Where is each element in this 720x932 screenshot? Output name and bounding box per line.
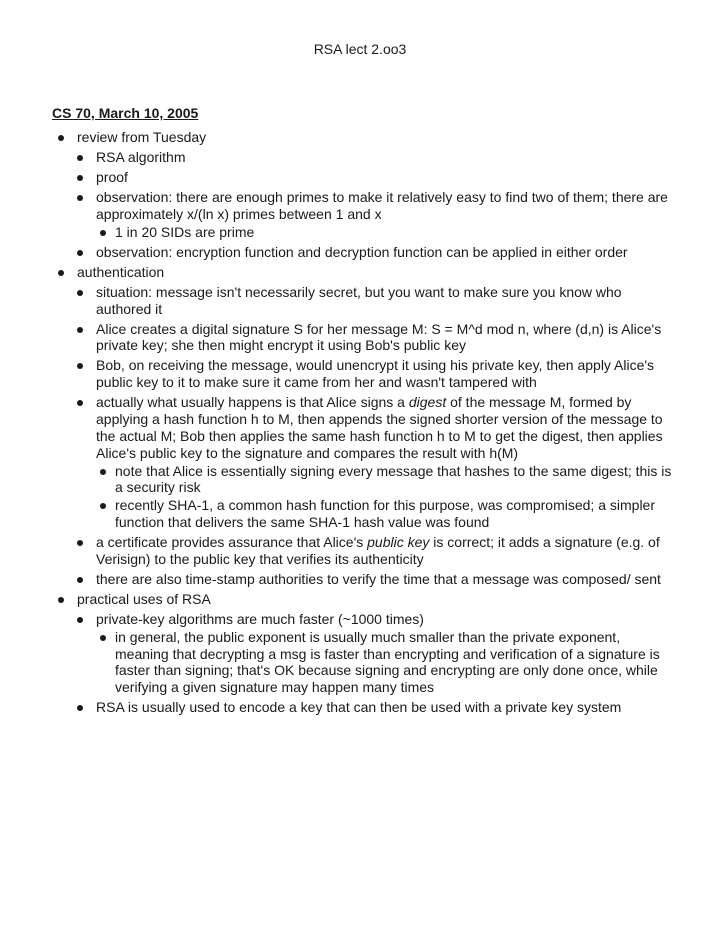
sub-list [0, 149, 720, 261]
sub-item [0, 571, 672, 588]
emphasis-text: digest [408, 394, 447, 411]
bullet-icon [58, 597, 64, 603]
sub-item-text [96, 394, 663, 460]
sub-item [0, 244, 672, 261]
bullet-icon [77, 290, 83, 296]
page-header: RSA lect 2.oo3 [313, 41, 407, 57]
sub-item [0, 394, 672, 531]
emphasis-text: public key [367, 534, 430, 551]
sub-item-text: private-key algorithms are much faster (~1000 times) [96, 610, 424, 627]
sub-item-text [96, 534, 660, 567]
bullet-icon [77, 617, 83, 623]
sub-sub-list [0, 629, 720, 696]
sub-item-text: RSA algorithm [96, 149, 186, 166]
sub-item-text: Alice creates a digital signature S for her message M: S = M^d mod n, where (d,n) is Alice's private key; she then might encrypt it using Bob's public key [96, 320, 662, 354]
sub-sub-item [0, 463, 672, 497]
sub-item [0, 284, 672, 318]
bullet-icon [77, 705, 83, 711]
sub-sub-item-text: 1 in 20 SIDs are prime [115, 223, 255, 240]
sub-item [0, 611, 672, 696]
sub-list [0, 611, 720, 716]
bullet-icon [77, 363, 83, 369]
sub-sub-item-text: in general, the public exponent is usually much smaller than the private exponent, meaning that decrypting a msg is faster than encrypting and verification of a signature is faster than signing; that's OK because signing and encrypting are only done once, while verifying a given signature may happen many times [115, 628, 660, 696]
sub-item [0, 189, 672, 241]
bullet-icon [100, 503, 106, 509]
sub-item-text: observation: there are enough primes to make it relatively easy to find two of them; there are approximately x/(ln x) primes between 1 and x [96, 189, 668, 222]
sub-item [0, 149, 672, 166]
outline-list [0, 129, 720, 716]
outline-item [0, 591, 672, 716]
sub-sub-item [0, 629, 672, 696]
bullet-icon [77, 540, 83, 546]
outline-item-text: authentication [77, 263, 165, 280]
sub-item-text: RSA is usually used to encode a key that can then be used with a private key system [96, 699, 622, 716]
sub-item-text: there are also time-stamp authorities to verify the time that a message was composed/ sent [96, 570, 661, 587]
text-segment: a certificate provides assurance that Alice's [96, 534, 368, 551]
text-segment: actually what usually happens is that Alice signs a [96, 394, 409, 411]
bullet-icon [77, 327, 83, 333]
sub-item-text: situation: message isn't necessarily secret, but you want to make sure you know who authored it [96, 283, 622, 317]
outline-item-text: review from Tuesday [77, 129, 207, 146]
outline-item [0, 129, 672, 261]
sub-list [0, 284, 720, 588]
text-segment: is correct; it adds a signature (e.g. of Verisign) to the public key that verifies its authenticity [96, 534, 660, 567]
bullet-icon [58, 135, 64, 141]
sub-sub-item [0, 224, 672, 241]
bullet-icon [77, 175, 83, 181]
bullet-icon [77, 577, 83, 583]
sub-item-text: Bob, on receiving the message, would unencrypt it using his private key, then apply Alice's public key to it to make sure it came from her and wasn't tampered with [96, 357, 655, 391]
sub-item [0, 699, 672, 716]
sub-item [0, 169, 672, 186]
text-segment: of the message M, formed by applying a hash function h to M, then appends the signed shorter version of the message to the actual M; Bob then applies the same hash function h to M to get the digest, then applies Alice's public key to the signature and compares the result with h(M) [96, 394, 663, 461]
sub-item-text: proof [96, 169, 128, 186]
sub-sub-list [0, 224, 720, 241]
bullet-icon [100, 230, 106, 236]
bullet-icon [100, 469, 106, 475]
bullet-icon [77, 400, 83, 406]
bullet-icon [77, 155, 83, 161]
sub-sub-item-text: note that Alice is essentially signing every message that hashes to the same digest; this is a security risk [115, 462, 672, 496]
lecture-outline [0, 126, 720, 716]
bullet-icon [58, 270, 64, 276]
bullet-icon [77, 250, 83, 256]
sub-item [0, 321, 672, 355]
sub-sub-list [0, 463, 720, 531]
outline-item [0, 264, 672, 588]
outline-item-text: practical uses of RSA [77, 590, 211, 607]
sub-item [0, 357, 672, 391]
document-title: CS 70, March 10, 2005 [52, 105, 199, 121]
sub-sub-item [0, 497, 672, 531]
sub-item [0, 534, 672, 568]
sub-item-text: observation: encryption function and decryption function can be applied in either order [96, 243, 628, 260]
sub-sub-item-text: recently SHA-1, a common hash function for this purpose, was compromised; a simpler function that delivers the same SHA-1 hash value was found [115, 497, 656, 531]
bullet-icon [77, 195, 83, 201]
bullet-icon [100, 635, 106, 641]
